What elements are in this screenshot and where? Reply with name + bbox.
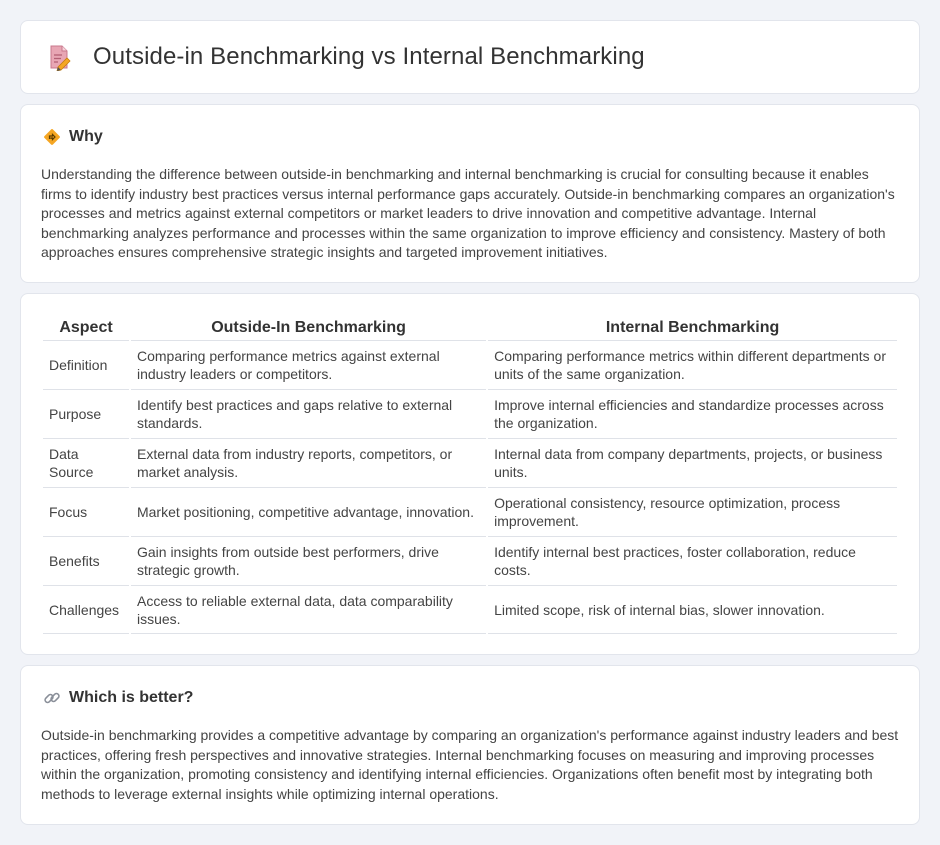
better-heading-row <box>43 689 193 707</box>
table-row <box>43 536 897 585</box>
why-section <box>20 104 920 283</box>
row-aspect: Purpose <box>43 389 129 438</box>
link-icon <box>43 689 61 707</box>
row-aspect: Focus <box>43 487 129 536</box>
table-row <box>43 585 897 634</box>
table-row <box>43 389 897 438</box>
row-internal: Internal data from company departments, projects, or business units. <box>488 438 897 487</box>
better-text: Outside-in benchmarking provides a competitive advantage by comparing an organization's performance against industry leaders and best practices, offering fresh perspectives and innovative strategies. Internal benchmarking focuses on measuring and improving processes within the organization, promoting consistency and identifying internal efficiencies. Organizations often benefit most by integrating both methods to leverage external insights while optimizing internal operations. <box>41 727 899 802</box>
row-internal: Comparing performance metrics within different departments or units of the same organization. <box>488 340 897 389</box>
comparison-table <box>41 314 899 634</box>
row-internal: Improve internal efficiencies and standardize processes across the organization. <box>488 389 897 438</box>
why-text: Understanding the difference between outside-in benchmarking and internal benchmarking is crucial for consulting because it enables firms to identify industry best practices versus internal performance gaps accurately. Outside-in benchmarking compares an organization's processes and metrics against external competitors or market leaders to drive innovation and competitive advantage. Internal benchmarking analyzes performance and processes within the same organization to improve efficiency and consistency. Mastery of both approaches ensures comprehensive strategic insights and targeted improvement initiatives. <box>41 166 895 260</box>
row-internal: Identify internal best practices, foster collaboration, reduce costs. <box>488 536 897 585</box>
row-aspect: Challenges <box>43 585 129 634</box>
comparison-section <box>20 293 920 655</box>
table-row <box>43 438 897 487</box>
diamond-signpost-icon <box>43 128 61 146</box>
row-internal: Limited scope, risk of internal bias, slower innovation. <box>488 585 897 634</box>
row-outside-in: Access to reliable external data, data comparability issues. <box>131 585 486 634</box>
row-internal: Operational consistency, resource optimization, process improvement. <box>488 487 897 536</box>
which-better-section <box>20 665 920 825</box>
page-title: Outside-in Benchmarking vs Internal Benchmarking <box>93 43 645 70</box>
header-internal: Internal Benchmarking <box>605 319 780 336</box>
table-row <box>43 487 897 536</box>
table-row <box>43 340 897 389</box>
row-outside-in: Comparing performance metrics against external industry leaders or competitors. <box>131 340 486 389</box>
header-outside-in: Outside-In Benchmarking <box>211 319 406 336</box>
title-card <box>20 20 920 94</box>
header-aspect: Aspect <box>59 319 113 336</box>
why-heading-row <box>43 128 103 146</box>
title-row <box>45 43 645 71</box>
why-heading: Why <box>69 128 103 145</box>
row-outside-in: Identify best practices and gaps relative to external standards. <box>131 389 486 438</box>
better-heading: Which is better? <box>69 689 194 706</box>
row-aspect: Data Source <box>43 438 129 487</box>
row-aspect: Definition <box>43 340 129 389</box>
document-pencil-icon <box>45 43 73 71</box>
row-aspect: Benefits <box>43 536 129 585</box>
row-outside-in: Gain insights from outside best performers, drive strategic growth. <box>131 536 486 585</box>
row-outside-in: Market positioning, competitive advantage, innovation. <box>131 487 486 536</box>
row-outside-in: External data from industry reports, competitors, or market analysis. <box>131 438 486 487</box>
table-header-row <box>43 314 897 340</box>
